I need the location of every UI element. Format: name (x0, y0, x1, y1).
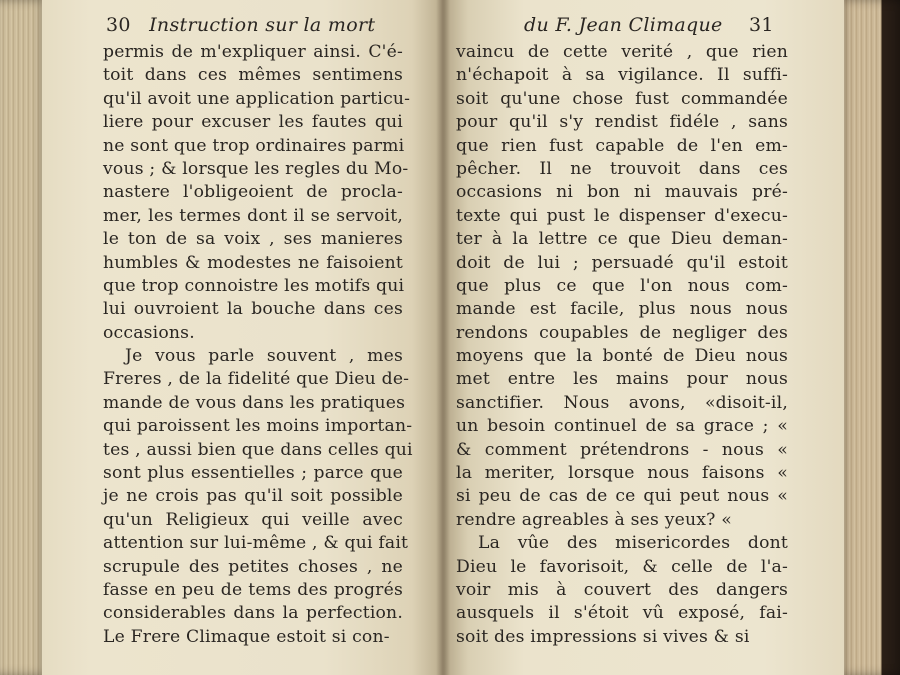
text-line: ausquels il s'étoit vû exposé, fai- (456, 603, 788, 624)
text-line: si peu de cas de ce qui peut nous « (456, 486, 788, 507)
text-line: ne sont que trop ordinaires parmi (103, 135, 405, 156)
left-running-head (106, 14, 375, 36)
text-line: vous ; & lorsque les regles du Mo- (103, 158, 409, 179)
book-gutter (436, 0, 450, 675)
text-line: sanctifier. Nous avons, «disoit-il, (456, 392, 788, 413)
left-page-text (103, 41, 413, 649)
text-line: moyens que la bonté de Dieu nous (456, 346, 788, 367)
text-line: voir mis à couvert des dangers (456, 579, 788, 600)
text-line: occasions ni bon ni mauvais pré- (456, 182, 788, 203)
text-line: texte qui pust le dispenser d'execu- (456, 205, 788, 226)
text-line: la meriter, lorsque nous faisons « (456, 463, 788, 484)
right-page-edges (838, 0, 900, 675)
left-page (42, 0, 444, 675)
text-line: attention sur lui-même , & qui fait (103, 533, 409, 554)
text-line: toit dans ces mêmes sentimens (103, 65, 403, 86)
left-page-edges (0, 0, 48, 675)
right-page-number: 31 (748, 14, 774, 36)
text-line: nastere l'obligeoient de procla- (103, 182, 403, 203)
text-line: Dieu le favorisoit, & celle de l'a- (456, 556, 788, 577)
text-line: doit de lui ; persuadé qu'il estoit (456, 252, 788, 273)
text-line: soit des impressions si vives & si (456, 626, 750, 647)
right-running-head-title: du F. Jean Climaque (524, 14, 723, 36)
text-line: permis de m'expliquer ainsi. C'é- (103, 42, 403, 62)
text-line: Freres , de la fidelité que Dieu de- (103, 369, 410, 390)
text-line: considerables dans la perfection. (103, 603, 403, 624)
text-line: pêcher. Il ne trouvoit dans ces (456, 158, 788, 179)
text-line: qui paroissent les moins importan- (103, 416, 413, 437)
text-line: rendons coupables de negliger des (456, 322, 788, 343)
text-line: que rien fust capable de l'en em- (456, 135, 788, 156)
text-line: qu'il avoit une application particu- (103, 88, 411, 109)
left-running-head-title: Instruction sur la mort (149, 14, 376, 36)
text-line: je ne crois pas qu'il soit possible (103, 486, 403, 507)
text-line: soit qu'une chose fust commandée (456, 88, 788, 109)
text-line: lui ouvroient la bouche dans ces (103, 299, 403, 320)
right-running-head (524, 14, 774, 36)
text-line: La vûe des misericordes dont (478, 533, 788, 554)
text-line: que plus ce que l'on nous com- (456, 275, 788, 296)
text-line: un besoin continuel de sa grace ; « (456, 416, 788, 437)
text-line: scrupule des petites choses , ne (103, 556, 403, 577)
text-line: Le Frere Climaque estoit si con- (103, 626, 390, 647)
text-line: pour qu'il s'y rendist fidéle , sans (456, 112, 788, 133)
text-line: liere pour excuser les fautes qui (103, 112, 403, 133)
left-page-number: 30 (106, 14, 131, 36)
text-line: que trop connoistre les motifs qui (103, 275, 405, 296)
text-line: Je vous parle souvent , mes (125, 346, 403, 367)
right-page-text (456, 41, 788, 649)
text-line: n'échapoit à sa vigilance. Il suffi- (456, 65, 788, 86)
text-line: qu'un Religieux qui veille avec (103, 509, 403, 530)
text-line: mande de vous dans les pratiques (103, 392, 406, 413)
text-line: & comment prétendrons - nous « (456, 439, 788, 460)
text-line: le ton de sa voix , ses manieres (103, 229, 403, 250)
text-line: tes , aussi bien que dans celles qui (103, 439, 413, 460)
text-line: occasions. (103, 322, 195, 343)
text-line: rendre agreables à ses yeux? « (456, 509, 732, 530)
text-line: met entre les mains pour nous (456, 369, 788, 390)
text-line: vaincu de cette verité , que rien (456, 42, 788, 62)
text-line: mer, les termes dont il se servoit, (103, 205, 403, 226)
text-line: mande est facile, plus nous nous (456, 299, 788, 320)
text-line: ter à la lettre ce que Dieu deman- (456, 229, 788, 250)
text-line: sont plus essentielles ; parce que (103, 463, 403, 484)
text-line: fasse en peu de tems des progrés (103, 579, 403, 600)
text-line: humbles & modestes ne faisoient (103, 252, 403, 273)
right-page (444, 0, 844, 675)
